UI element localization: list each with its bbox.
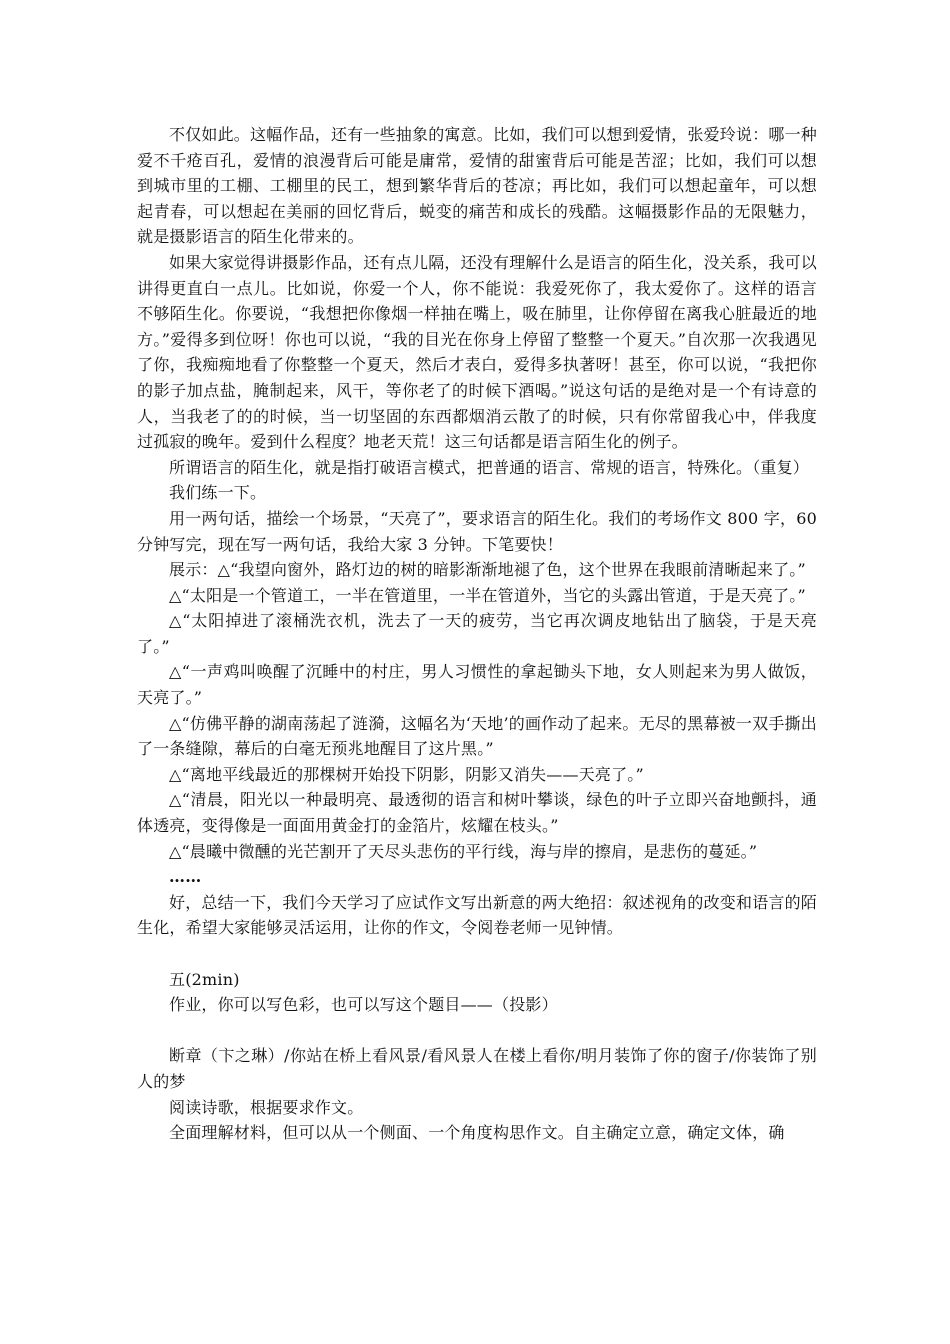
- example-8: △“晨曦中微醺的光芒割开了天尽头悲伤的平行线，海与岸的擦肩，是悲伤的蔓延。”: [169, 841, 758, 861]
- ellipsis: ……: [169, 867, 202, 887]
- example-2: △“太阳是一个管道工，一半在管道里，一半在管道外，当它的头露出管道，于是天亮了。”: [169, 585, 806, 605]
- paragraph-practice: 我们练一下。: [169, 483, 267, 503]
- example-3: △“太阳掉进了滚桶洗衣机，洗去了一天的疲劳，当它再次调皮地钻出了脑袋，于是天亮了。”: [137, 611, 817, 656]
- blank-line: [137, 1018, 817, 1044]
- example-7: △“清晨，阳光以一种最明亮、最透彻的语言和树叶攀谈，绿色的叶子立即兴奋地颤抖，通体透亮，变得像是一面面用黄金打的金箔片，炫耀在枝头。”: [137, 790, 817, 836]
- paragraph-task: 用一两句话，描绘一个场景，“天亮了”，要求语言的陌生化。我们的考场作文 800 字，60 分钟写完，现在写一两句话，我给大家 3 分钟。下笔要快！: [137, 508, 817, 554]
- paragraph-plain-explanation: 如果大家觉得讲摄影作品，还有点儿隔，还没有理解什么是语言的陌生化，没关系，我可以讲得更直白一点儿。比如说，你爱一个人，你不能说：我爱死你了，我太爱你了。这样的语言不够陌生化。你要说，“我想把你像烟一样抽在嘴上，吸在肺里，让你停留在离我心脏最近的地方。”爱得多到位呀！你也可以说，“我的目光在你身上停留了整整一个夏天。”自次那一次我遇见了你，我痴痴地看了你整整一个夏天，然后才表白，爱得多执著呀！甚至，你可以说，“我把你的影子加点盐，腌制起来，风干，等你老了的时候下酒喝。”说这句话的是绝对是一个有诗意的人，当我老了的的时候，当一切坚固的东西都烟消云散了的时候，只有你常留我心中，伴我度过孤寂的晚年。爱到什么程度？地老天荒！这三句话都是语言陌生化的例子。: [137, 252, 818, 452]
- example-5: △“仿佛平静的湖南荡起了涟漪，这幅名为‘天地’的画作动了起来。无尽的黑幕被一双手撕出了一条缝隙，幕后的白毫无预兆地醒目了这片黑。”: [137, 713, 817, 759]
- blank-line: [137, 941, 817, 967]
- example-1: 展示：△“我望向窗外，路灯边的树的暗影渐渐地褪了色，这个世界在我眼前清晰起来了。”: [169, 560, 806, 580]
- example-4: △“一声鸡叫唤醒了沉睡中的村庄，男人习惯性的拿起锄头下地，女人则起来为男人做饭，天亮了。”: [137, 662, 817, 708]
- paragraph-definition: 所谓语言的陌生化，就是指打破语言模式，把普通的语言、常规的语言，特殊化。（重复）: [169, 457, 810, 477]
- section-heading: 五(2min): [169, 969, 240, 989]
- paragraph-requirements: 全面理解材料，但可以从一个侧面、一个角度构思作文。自主确定立意，确定文体，确: [169, 1123, 785, 1143]
- paragraph-abstract-meaning: 不仅如此。这幅作品，还有一些抽象的寓意。比如，我们可以想到爱情，张爱玲说：哪一种爱不千疮百孔，爱情的浪漫背后可能是庸常，爱情的甜蜜背后可能是苦涩；比如，我们可以想到城市里的工棚、工棚里的民工，想到繁华背后的苍凉；再比如，我们可以想起童年，可以想起青春，可以想起在美丽的回忆背后，蜕变的痛苦和成长的残酷。这幅摄影作品的无限魅力，就是摄影语言的陌生化带来的。: [137, 125, 818, 247]
- paragraph-summary: 好，总结一下，我们今天学习了应试作文写出新意的两大绝招：叙述视角的改变和语言的陌生化，希望大家能够灵活运用，让你的作文，令阅卷老师一见钟情。: [137, 892, 818, 938]
- paragraph-homework: 作业，你可以写色彩，也可以写这个题目——（投影）: [169, 995, 558, 1015]
- document-page: [137, 122, 817, 1146]
- example-6: △“离地平线最近的那棵树开始投下阴影，阴影又消失——天亮了。”: [169, 764, 644, 784]
- poem-text: 断章（卞之琳）/你站在桥上看风景/看风景人在楼上看你/明月装饰了你的窗子/你装饰了别人的梦: [137, 1046, 817, 1091]
- paragraph-instruction: 阅读诗歌，根据要求作文。: [169, 1097, 364, 1117]
